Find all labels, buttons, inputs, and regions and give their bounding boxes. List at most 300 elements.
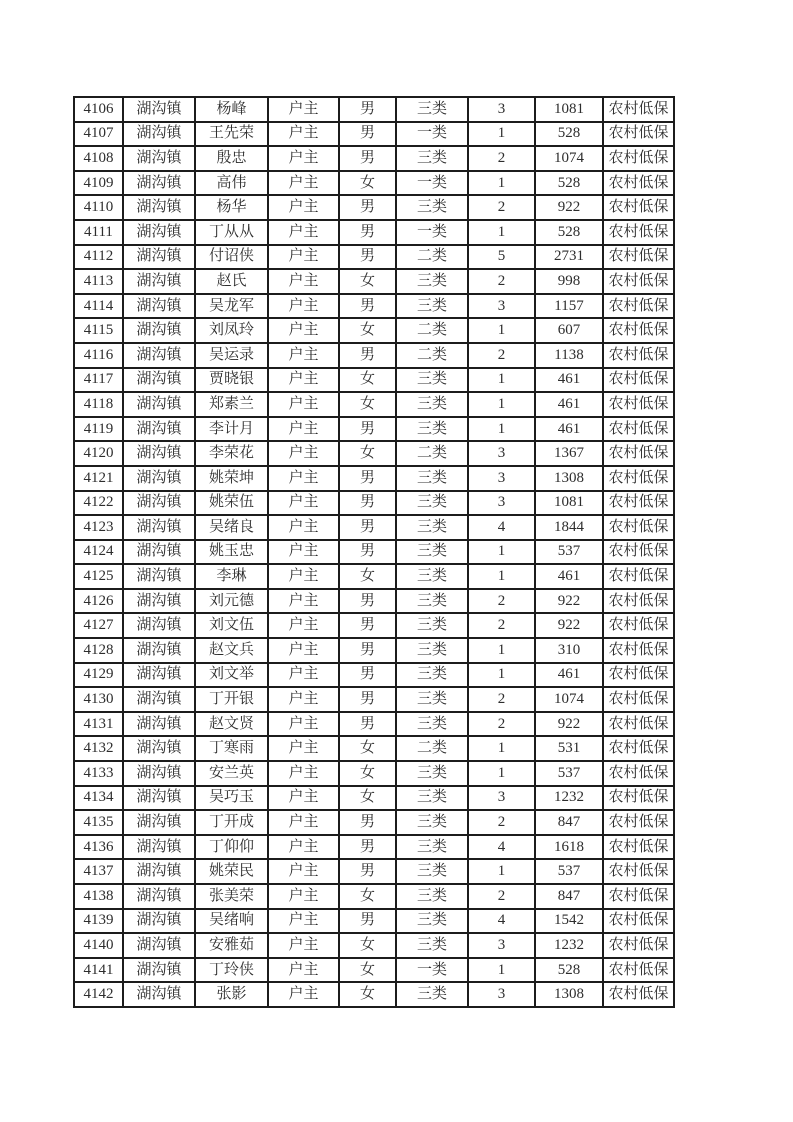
- cell-household-count: 1: [468, 540, 535, 565]
- cell-town: 湖沟镇: [123, 687, 195, 712]
- cell-household-count: 1: [468, 171, 535, 196]
- cell-gender: 女: [339, 441, 396, 466]
- cell-household-count: 1: [468, 859, 535, 884]
- table-row: [74, 933, 674, 958]
- cell-amount: 998: [535, 269, 603, 294]
- cell-program: 农村低保: [603, 786, 674, 811]
- cell-relation: 户主: [268, 736, 339, 761]
- cell-program: 农村低保: [603, 269, 674, 294]
- cell-relation: 户主: [268, 613, 339, 638]
- cell-person-name: 丁仰仰: [195, 835, 268, 860]
- cell-relation: 户主: [268, 761, 339, 786]
- cell-town: 湖沟镇: [123, 343, 195, 368]
- cell-relation: 户主: [268, 982, 339, 1007]
- cell-serial-number: 4115: [74, 318, 123, 343]
- cell-town: 湖沟镇: [123, 884, 195, 909]
- cell-program: 农村低保: [603, 491, 674, 516]
- table-row: [74, 761, 674, 786]
- cell-gender: 男: [339, 466, 396, 491]
- cell-relation: 户主: [268, 318, 339, 343]
- cell-person-name: 王先荣: [195, 122, 268, 147]
- cell-town: 湖沟镇: [123, 589, 195, 614]
- cell-town: 湖沟镇: [123, 736, 195, 761]
- cell-category: 三类: [396, 294, 468, 319]
- cell-household-count: 3: [468, 441, 535, 466]
- cell-relation: 户主: [268, 97, 339, 122]
- cell-person-name: 刘文举: [195, 663, 268, 688]
- cell-person-name: 吴巧玉: [195, 786, 268, 811]
- cell-amount: 461: [535, 663, 603, 688]
- table-row: [74, 417, 674, 442]
- table-row: [74, 859, 674, 884]
- cell-program: 农村低保: [603, 171, 674, 196]
- table-row: [74, 835, 674, 860]
- cell-person-name: 丁开成: [195, 810, 268, 835]
- cell-category: 三类: [396, 687, 468, 712]
- cell-gender: 男: [339, 122, 396, 147]
- cell-serial-number: 4142: [74, 982, 123, 1007]
- cell-category: 一类: [396, 171, 468, 196]
- cell-town: 湖沟镇: [123, 97, 195, 122]
- cell-serial-number: 4134: [74, 786, 123, 811]
- table-row: [74, 441, 674, 466]
- table-row: [74, 343, 674, 368]
- cell-household-count: 4: [468, 835, 535, 860]
- cell-relation: 户主: [268, 786, 339, 811]
- cell-amount: 528: [535, 220, 603, 245]
- cell-program: 农村低保: [603, 392, 674, 417]
- cell-serial-number: 4114: [74, 294, 123, 319]
- cell-person-name: 刘元德: [195, 589, 268, 614]
- cell-program: 农村低保: [603, 343, 674, 368]
- cell-town: 湖沟镇: [123, 712, 195, 737]
- cell-category: 三类: [396, 663, 468, 688]
- cell-household-count: 3: [468, 466, 535, 491]
- cell-category: 三类: [396, 146, 468, 171]
- cell-person-name: 赵氏: [195, 269, 268, 294]
- cell-gender: 男: [339, 613, 396, 638]
- cell-amount: 1138: [535, 343, 603, 368]
- cell-gender: 男: [339, 909, 396, 934]
- cell-amount: 1542: [535, 909, 603, 934]
- cell-program: 农村低保: [603, 761, 674, 786]
- cell-person-name: 刘凤玲: [195, 318, 268, 343]
- cell-amount: 1844: [535, 515, 603, 540]
- cell-program: 农村低保: [603, 466, 674, 491]
- cell-gender: 女: [339, 982, 396, 1007]
- cell-household-count: 3: [468, 982, 535, 1007]
- cell-household-count: 2: [468, 343, 535, 368]
- table-row: [74, 712, 674, 737]
- cell-town: 湖沟镇: [123, 294, 195, 319]
- cell-gender: 女: [339, 761, 396, 786]
- cell-amount: 537: [535, 540, 603, 565]
- cell-serial-number: 4119: [74, 417, 123, 442]
- cell-relation: 户主: [268, 810, 339, 835]
- cell-category: 一类: [396, 122, 468, 147]
- cell-relation: 户主: [268, 392, 339, 417]
- cell-person-name: 高伟: [195, 171, 268, 196]
- cell-household-count: 2: [468, 613, 535, 638]
- cell-person-name: 李计月: [195, 417, 268, 442]
- table-row: [74, 884, 674, 909]
- cell-gender: 女: [339, 933, 396, 958]
- table-row: [74, 663, 674, 688]
- cell-gender: 男: [339, 294, 396, 319]
- cell-gender: 女: [339, 958, 396, 983]
- cell-serial-number: 4135: [74, 810, 123, 835]
- cell-town: 湖沟镇: [123, 564, 195, 589]
- cell-person-name: 赵文贤: [195, 712, 268, 737]
- cell-town: 湖沟镇: [123, 392, 195, 417]
- cell-program: 农村低保: [603, 417, 674, 442]
- cell-amount: 847: [535, 884, 603, 909]
- cell-serial-number: 4107: [74, 122, 123, 147]
- cell-gender: 女: [339, 392, 396, 417]
- cell-relation: 户主: [268, 859, 339, 884]
- cell-serial-number: 4130: [74, 687, 123, 712]
- cell-amount: 461: [535, 392, 603, 417]
- cell-gender: 男: [339, 663, 396, 688]
- cell-serial-number: 4127: [74, 613, 123, 638]
- cell-category: 二类: [396, 736, 468, 761]
- cell-amount: 310: [535, 638, 603, 663]
- cell-category: 一类: [396, 220, 468, 245]
- cell-amount: 537: [535, 859, 603, 884]
- cell-gender: 男: [339, 515, 396, 540]
- cell-town: 湖沟镇: [123, 859, 195, 884]
- cell-person-name: 李荣花: [195, 441, 268, 466]
- cell-amount: 922: [535, 589, 603, 614]
- cell-serial-number: 4121: [74, 466, 123, 491]
- cell-gender: 女: [339, 269, 396, 294]
- cell-person-name: 丁寒雨: [195, 736, 268, 761]
- cell-amount: 537: [535, 761, 603, 786]
- cell-program: 农村低保: [603, 441, 674, 466]
- cell-program: 农村低保: [603, 982, 674, 1007]
- cell-gender: 男: [339, 146, 396, 171]
- cell-relation: 户主: [268, 245, 339, 270]
- cell-household-count: 1: [468, 663, 535, 688]
- cell-category: 三类: [396, 515, 468, 540]
- cell-household-count: 3: [468, 97, 535, 122]
- cell-gender: 男: [339, 589, 396, 614]
- cell-person-name: 李琳: [195, 564, 268, 589]
- cell-serial-number: 4108: [74, 146, 123, 171]
- cell-program: 农村低保: [603, 859, 674, 884]
- cell-gender: 女: [339, 884, 396, 909]
- cell-amount: 1157: [535, 294, 603, 319]
- cell-relation: 户主: [268, 368, 339, 393]
- cell-town: 湖沟镇: [123, 638, 195, 663]
- cell-serial-number: 4106: [74, 97, 123, 122]
- cell-relation: 户主: [268, 663, 339, 688]
- cell-serial-number: 4118: [74, 392, 123, 417]
- cell-program: 农村低保: [603, 909, 674, 934]
- cell-household-count: 1: [468, 417, 535, 442]
- cell-town: 湖沟镇: [123, 663, 195, 688]
- table-row: [74, 368, 674, 393]
- cell-town: 湖沟镇: [123, 245, 195, 270]
- cell-town: 湖沟镇: [123, 368, 195, 393]
- cell-person-name: 刘文伍: [195, 613, 268, 638]
- cell-serial-number: 4111: [74, 220, 123, 245]
- cell-town: 湖沟镇: [123, 171, 195, 196]
- table-row: [74, 392, 674, 417]
- cell-program: 农村低保: [603, 195, 674, 220]
- table-row: [74, 589, 674, 614]
- cell-person-name: 杨峰: [195, 97, 268, 122]
- cell-town: 湖沟镇: [123, 491, 195, 516]
- cell-relation: 户主: [268, 417, 339, 442]
- cell-amount: 2731: [535, 245, 603, 270]
- cell-serial-number: 4124: [74, 540, 123, 565]
- cell-person-name: 吴绪响: [195, 909, 268, 934]
- table-row: [74, 220, 674, 245]
- cell-amount: 528: [535, 958, 603, 983]
- cell-program: 农村低保: [603, 736, 674, 761]
- cell-amount: 1232: [535, 786, 603, 811]
- cell-relation: 户主: [268, 171, 339, 196]
- cell-amount: 528: [535, 171, 603, 196]
- cell-serial-number: 4110: [74, 195, 123, 220]
- cell-town: 湖沟镇: [123, 761, 195, 786]
- cell-relation: 户主: [268, 466, 339, 491]
- cell-program: 农村低保: [603, 958, 674, 983]
- welfare-subsidy-table: [73, 96, 675, 1008]
- cell-gender: 男: [339, 712, 396, 737]
- cell-person-name: 杨华: [195, 195, 268, 220]
- cell-serial-number: 4136: [74, 835, 123, 860]
- cell-serial-number: 4129: [74, 663, 123, 688]
- cell-relation: 户主: [268, 933, 339, 958]
- cell-category: 三类: [396, 97, 468, 122]
- cell-category: 三类: [396, 564, 468, 589]
- cell-person-name: 贾晓银: [195, 368, 268, 393]
- cell-household-count: 1: [468, 761, 535, 786]
- cell-gender: 男: [339, 638, 396, 663]
- table-row: [74, 122, 674, 147]
- cell-amount: 922: [535, 613, 603, 638]
- cell-amount: 1074: [535, 687, 603, 712]
- cell-serial-number: 4120: [74, 441, 123, 466]
- cell-person-name: 姚荣伍: [195, 491, 268, 516]
- table-row: [74, 736, 674, 761]
- cell-category: 三类: [396, 589, 468, 614]
- cell-household-count: 2: [468, 687, 535, 712]
- cell-program: 农村低保: [603, 835, 674, 860]
- cell-person-name: 郑素兰: [195, 392, 268, 417]
- cell-category: 二类: [396, 343, 468, 368]
- cell-amount: 1308: [535, 982, 603, 1007]
- cell-town: 湖沟镇: [123, 269, 195, 294]
- cell-relation: 户主: [268, 884, 339, 909]
- cell-program: 农村低保: [603, 933, 674, 958]
- cell-town: 湖沟镇: [123, 466, 195, 491]
- cell-town: 湖沟镇: [123, 835, 195, 860]
- cell-person-name: 吴龙军: [195, 294, 268, 319]
- cell-gender: 女: [339, 318, 396, 343]
- cell-household-count: 3: [468, 294, 535, 319]
- cell-program: 农村低保: [603, 810, 674, 835]
- cell-household-count: 3: [468, 933, 535, 958]
- cell-town: 湖沟镇: [123, 195, 195, 220]
- cell-town: 湖沟镇: [123, 540, 195, 565]
- cell-category: 三类: [396, 491, 468, 516]
- cell-category: 三类: [396, 269, 468, 294]
- cell-relation: 户主: [268, 269, 339, 294]
- cell-amount: 1367: [535, 441, 603, 466]
- cell-serial-number: 4128: [74, 638, 123, 663]
- table-row: [74, 318, 674, 343]
- cell-program: 农村低保: [603, 294, 674, 319]
- cell-town: 湖沟镇: [123, 146, 195, 171]
- cell-person-name: 吴运录: [195, 343, 268, 368]
- cell-amount: 922: [535, 712, 603, 737]
- table-row: [74, 269, 674, 294]
- cell-relation: 户主: [268, 712, 339, 737]
- cell-relation: 户主: [268, 909, 339, 934]
- table-row: [74, 540, 674, 565]
- cell-category: 一类: [396, 958, 468, 983]
- cell-gender: 男: [339, 835, 396, 860]
- cell-household-count: 4: [468, 515, 535, 540]
- cell-household-count: 2: [468, 146, 535, 171]
- cell-household-count: 1: [468, 220, 535, 245]
- cell-town: 湖沟镇: [123, 909, 195, 934]
- cell-category: 三类: [396, 761, 468, 786]
- cell-serial-number: 4117: [74, 368, 123, 393]
- cell-relation: 户主: [268, 564, 339, 589]
- table-row: [74, 146, 674, 171]
- cell-program: 农村低保: [603, 220, 674, 245]
- cell-person-name: 殷忠: [195, 146, 268, 171]
- cell-category: 三类: [396, 786, 468, 811]
- cell-gender: 男: [339, 491, 396, 516]
- cell-gender: 男: [339, 417, 396, 442]
- cell-relation: 户主: [268, 146, 339, 171]
- cell-category: 三类: [396, 392, 468, 417]
- cell-relation: 户主: [268, 294, 339, 319]
- cell-serial-number: 4132: [74, 736, 123, 761]
- cell-town: 湖沟镇: [123, 933, 195, 958]
- table-row: [74, 515, 674, 540]
- cell-program: 农村低保: [603, 122, 674, 147]
- cell-household-count: 3: [468, 491, 535, 516]
- cell-household-count: 1: [468, 318, 535, 343]
- cell-gender: 男: [339, 540, 396, 565]
- cell-town: 湖沟镇: [123, 441, 195, 466]
- cell-household-count: 1: [468, 564, 535, 589]
- welfare-table-body: [74, 97, 674, 1007]
- cell-category: 三类: [396, 466, 468, 491]
- cell-serial-number: 4139: [74, 909, 123, 934]
- cell-category: 三类: [396, 368, 468, 393]
- cell-town: 湖沟镇: [123, 613, 195, 638]
- cell-program: 农村低保: [603, 146, 674, 171]
- cell-program: 农村低保: [603, 515, 674, 540]
- cell-gender: 男: [339, 687, 396, 712]
- cell-program: 农村低保: [603, 589, 674, 614]
- cell-person-name: 张美荣: [195, 884, 268, 909]
- cell-category: 三类: [396, 195, 468, 220]
- cell-amount: 461: [535, 417, 603, 442]
- cell-town: 湖沟镇: [123, 958, 195, 983]
- cell-serial-number: 4112: [74, 245, 123, 270]
- cell-person-name: 丁从从: [195, 220, 268, 245]
- cell-category: 三类: [396, 982, 468, 1007]
- table-row: [74, 97, 674, 122]
- cell-relation: 户主: [268, 122, 339, 147]
- cell-person-name: 付诏侠: [195, 245, 268, 270]
- cell-serial-number: 4140: [74, 933, 123, 958]
- cell-category: 三类: [396, 909, 468, 934]
- cell-town: 湖沟镇: [123, 417, 195, 442]
- table-row: [74, 909, 674, 934]
- cell-gender: 男: [339, 97, 396, 122]
- cell-serial-number: 4123: [74, 515, 123, 540]
- cell-household-count: 2: [468, 269, 535, 294]
- cell-category: 三类: [396, 859, 468, 884]
- cell-gender: 男: [339, 245, 396, 270]
- cell-household-count: 4: [468, 909, 535, 934]
- cell-person-name: 安雅茹: [195, 933, 268, 958]
- cell-serial-number: 4109: [74, 171, 123, 196]
- cell-town: 湖沟镇: [123, 318, 195, 343]
- cell-gender: 男: [339, 810, 396, 835]
- cell-category: 三类: [396, 613, 468, 638]
- cell-amount: 847: [535, 810, 603, 835]
- cell-relation: 户主: [268, 515, 339, 540]
- cell-person-name: 吴绪良: [195, 515, 268, 540]
- cell-town: 湖沟镇: [123, 786, 195, 811]
- cell-gender: 男: [339, 195, 396, 220]
- cell-person-name: 赵文兵: [195, 638, 268, 663]
- cell-household-count: 2: [468, 589, 535, 614]
- cell-household-count: 1: [468, 368, 535, 393]
- cell-serial-number: 4122: [74, 491, 123, 516]
- cell-program: 农村低保: [603, 638, 674, 663]
- cell-relation: 户主: [268, 491, 339, 516]
- cell-household-count: 2: [468, 884, 535, 909]
- cell-category: 三类: [396, 933, 468, 958]
- cell-program: 农村低保: [603, 368, 674, 393]
- cell-household-count: 5: [468, 245, 535, 270]
- cell-category: 三类: [396, 884, 468, 909]
- cell-amount: 1308: [535, 466, 603, 491]
- cell-gender: 女: [339, 564, 396, 589]
- cell-relation: 户主: [268, 638, 339, 663]
- cell-gender: 女: [339, 786, 396, 811]
- table-row: [74, 982, 674, 1007]
- cell-category: 三类: [396, 810, 468, 835]
- cell-category: 三类: [396, 712, 468, 737]
- table-row: [74, 195, 674, 220]
- cell-program: 农村低保: [603, 663, 674, 688]
- cell-person-name: 丁玲侠: [195, 958, 268, 983]
- cell-relation: 户主: [268, 540, 339, 565]
- cell-relation: 户主: [268, 441, 339, 466]
- cell-relation: 户主: [268, 589, 339, 614]
- cell-household-count: 2: [468, 810, 535, 835]
- table-row: [74, 245, 674, 270]
- cell-gender: 女: [339, 368, 396, 393]
- cell-town: 湖沟镇: [123, 220, 195, 245]
- table-row: [74, 810, 674, 835]
- table-row: [74, 491, 674, 516]
- cell-program: 农村低保: [603, 318, 674, 343]
- cell-amount: 461: [535, 368, 603, 393]
